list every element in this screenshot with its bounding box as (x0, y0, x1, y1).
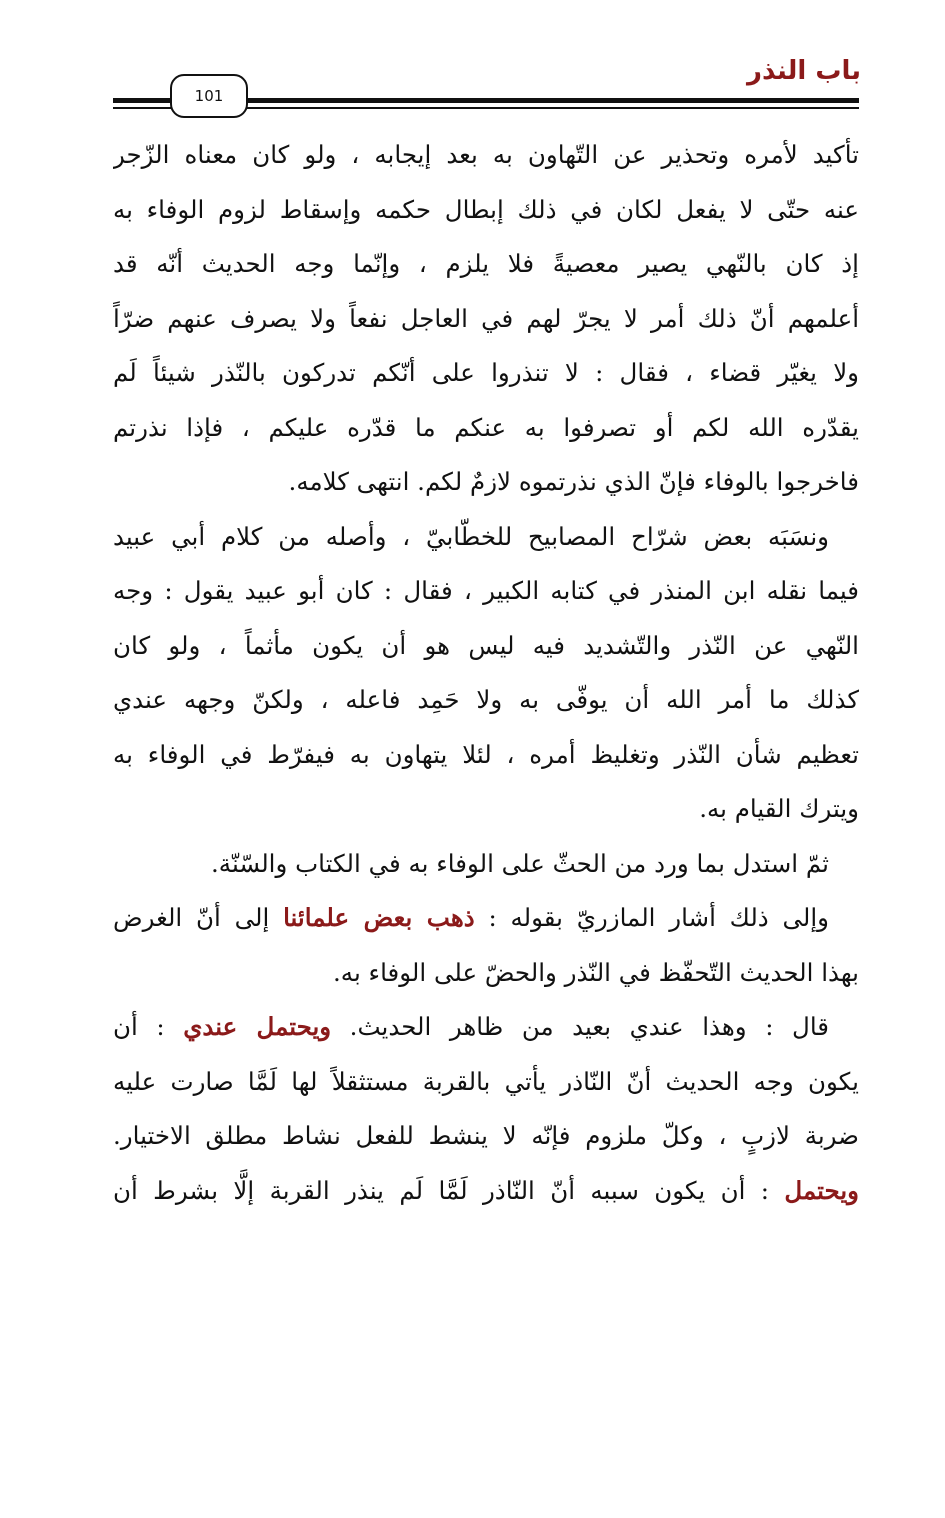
text-line: عنه حتّى لا يفعل لكان في ذلك إبطال حكمه وإسقاط لزوم الوفاء به (113, 194, 859, 224)
page-number: 101 (194, 87, 224, 105)
text-line: فاخرجوا بالوفاء فإنّ الذي نذرتموه لازمٌ لكم. انتهى كلامه. (288, 467, 859, 496)
text-segment: إلى أنّ الغرض (113, 903, 284, 932)
text-line: تأكيد لأمره وتحذير عن التّهاون به بعد إيجابه ، ولو كان معناه الزّجر (113, 140, 859, 169)
text-segment: : أن يكون سببه أنّ النّاذر لَمَّا لَم ينذر القربة إلَّا بشرط أن (113, 1175, 785, 1205)
text-line: ضربة لازبٍ ، وكلّ ملزوم فإنّه لا ينشط للفعل نشاط مطلق الاختيار. (113, 1121, 859, 1150)
text-line: كذلك ما أمر الله أن يوفّى به ولا حَمِد فاعله ، ولكنّ وجهه عندي (113, 685, 859, 714)
text-line: تعظيم شأن النّذر وتغليظ أمره ، لئلا يتهاون به فيفرّط في الوفاء به (113, 739, 859, 769)
text-line: ونسَبَه بعض شرّاح المصابيح للخطّابيّ ، وأصله من كلام أبي عبيد (113, 521, 829, 551)
text-line: إذ كان بالنّهي يصير معصيةً فلا يلزم ، وإنّما وجه الحديث أنّه قد (113, 249, 859, 278)
text-line: ثمّ استدل بما ورد من الحثّ على الوفاء به في الكتاب والسّنّة. (211, 848, 829, 878)
text-segment: : أن (113, 1012, 184, 1041)
page-number-badge (170, 74, 248, 118)
text-line: ويترك القيام به. (699, 794, 859, 823)
page-body (113, 128, 859, 1218)
text-line: النّهي عن النّذر والتّشديد فيه ليس هو أن يكون مأثماً ، ولو كان (113, 630, 859, 660)
text-segment: قال : وهذا عندي بعيد من ظاهر الحديث. (331, 1012, 829, 1041)
text-segment: وإلى ذلك أشار المازريّ بقوله : (474, 903, 829, 932)
text-line: يكون وجه الحديث أنّ النّاذر يأتي بالقربة مستثقلاً لها لَمَّا صارت عليه (113, 1066, 859, 1096)
text-line: فيما نقله ابن المنذر في كتابه الكبير ، فقال : كان أبو عبيد يقول : وجه (113, 576, 859, 605)
text-line: بهذا الحديث التّحفّظ في النّذر والحضّ على الوفاء به. (333, 957, 859, 987)
highlighted-phrase: ويحتمل عندي (183, 1012, 332, 1041)
highlighted-phrase: ويحتمل (784, 1175, 859, 1205)
text-line: ولا يغيّر قضاء ، فقال : لا تنذروا على أنّكم تدركون بالنّذر شيئاً لَم (113, 358, 859, 387)
text-line (113, 891, 859, 946)
highlighted-phrase: ذهب بعض علمائنا (283, 903, 475, 932)
text-line (113, 1000, 859, 1055)
text-line: أعلمهم أنّ ذلك أمر لا يجرّ لهم في العاجل نفعاً ولا يصرف عنهم ضرّاً (113, 303, 859, 333)
text-line (113, 1164, 859, 1219)
text-line: يقدّره الله لكم أو تصرفوا به عنكم ما قدّره عليكم ، فإذا نذرتم (113, 412, 859, 442)
chapter-title: باب النذر (747, 56, 861, 86)
